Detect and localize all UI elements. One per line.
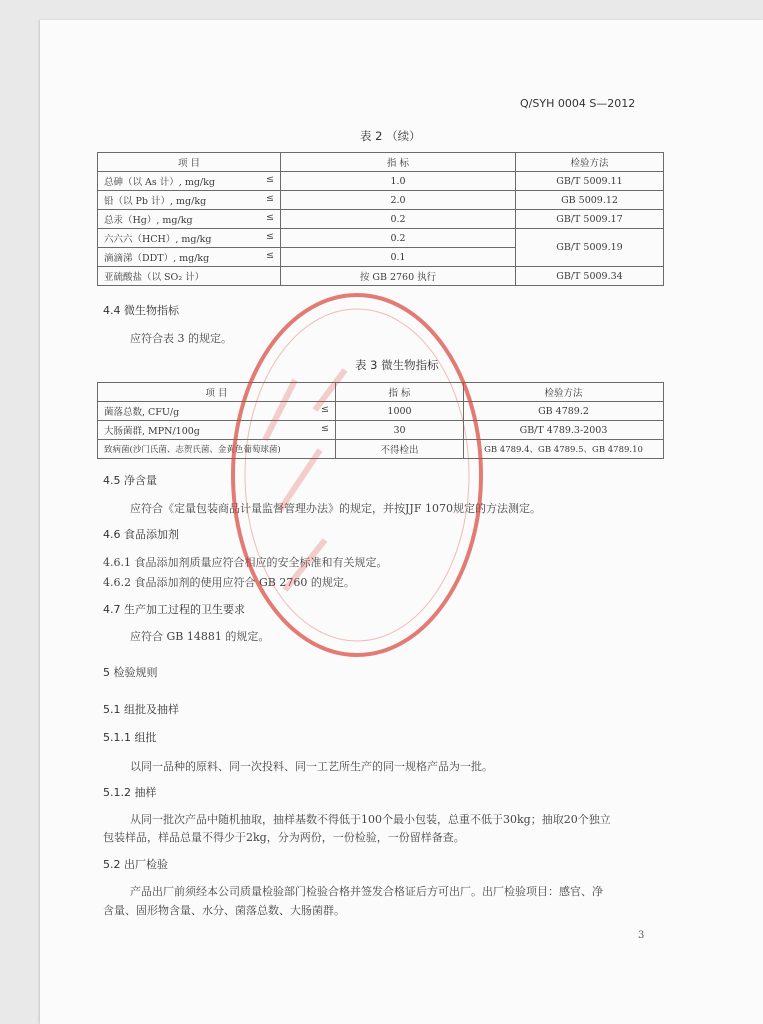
table2-value-3: 0.2 [281, 229, 516, 248]
table2-header-item: 项 目 [98, 153, 281, 172]
le-symbol: ≤ [266, 193, 274, 204]
item-label: 总砷（以 As 计）, mg/kg [104, 177, 215, 188]
section-4-6-2: 4.6.2 食品添加剂的使用应符合 GB 2760 的规定。 [103, 576, 355, 589]
table2-method-5: GB/T 5009.34 [516, 267, 664, 286]
table2-header-method: 检验方法 [516, 153, 664, 172]
table3-value-2: 不得检出 [336, 440, 464, 459]
table3-header-method: 检验方法 [464, 383, 664, 402]
le-symbol: ≤ [266, 250, 274, 261]
item-label: 菌落总数, CFU/g [104, 407, 180, 418]
table3-value-0: 1000 [336, 402, 464, 421]
section-4-6-1: 4.6.1 食品添加剂质量应符合相应的安全标准和有关规定。 [103, 556, 388, 569]
item-label: 总汞（Hg）, mg/kg [104, 215, 193, 226]
le-symbol: ≤ [266, 231, 274, 242]
table3-value-1: 30 [336, 421, 464, 440]
section-5-1-1-heading: 5.1.1 组批 [103, 731, 157, 744]
stamp-lettering-marks [265, 370, 345, 590]
table2-method-3: GB/T 5009.19 [516, 229, 664, 267]
table2-header-value: 指 标 [281, 153, 516, 172]
table-row [98, 210, 664, 229]
section-4-7-heading: 4.7 生产加工过程的卫生要求 [103, 603, 245, 616]
section-5-2-heading: 5.2 出厂检验 [103, 858, 168, 871]
table2-item-3 [98, 229, 281, 248]
red-seal-stamp [225, 290, 490, 660]
section-5-1-heading: 5.1 组批及抽样 [103, 703, 179, 716]
table2-method-1: GB 5009.12 [516, 191, 664, 210]
table2-value-1: 2.0 [281, 191, 516, 210]
le-symbol: ≤ [321, 423, 329, 434]
item-label: 滴滴涕（DDT）, mg/kg [104, 253, 210, 264]
table3-header-value: 指 标 [336, 383, 464, 402]
table-row [98, 191, 664, 210]
table2-item-1 [98, 191, 281, 210]
table2-item-2 [98, 210, 281, 229]
table-row [98, 267, 664, 286]
section-4-5-text: 应符合《定量包装商品计量监督管理办法》的规定，并按JJF 1070规定的方法测定。 [130, 502, 541, 515]
page-number: 3 [638, 930, 645, 941]
table2-item-4 [98, 248, 281, 267]
section-4-4-text: 应符合表 3 的规定。 [130, 332, 232, 345]
table2-value-2: 0.2 [281, 210, 516, 229]
section-5-2-line2: 含量、固形物含量、水分、菌落总数、大肠菌群。 [103, 904, 345, 917]
section-5-1-2-line2: 包装样品，样品总量不得少于2kg，分为两份，一份检验，一份留样备查。 [103, 831, 465, 844]
le-symbol: ≤ [266, 212, 274, 223]
section-5-2-line1: 产品出厂前须经本公司质量检验部门检验合格并签发合格证后方可出厂。出厂检验项目：感官、净 [130, 885, 603, 898]
table2-value-5: 按 GB 2760 执行 [281, 267, 516, 286]
table2-method-2: GB/T 5009.17 [516, 210, 664, 229]
table3-header-item: 项 目 [98, 383, 336, 402]
table-row [98, 229, 664, 248]
table2-value-4: 0.1 [281, 248, 516, 267]
stamp-inner-ring [245, 309, 469, 641]
table2-item-5 [98, 267, 281, 286]
table-row [98, 172, 664, 191]
item-label: 致病菌(沙门氏菌、志贺氏菌、金黄色葡萄球菌) [104, 445, 281, 455]
item-label: 大肠菌群, MPN/100g [104, 426, 200, 437]
table2-item-0 [98, 172, 281, 191]
section-4-5-heading: 4.5 净含量 [103, 474, 157, 487]
section-4-4-heading: 4.4 微生物指标 [103, 304, 179, 317]
section-5-1-1-text: 以同一品种的原料、同一次投料、同一工艺所生产的同一规格产品为一批。 [130, 760, 493, 773]
table3-caption: 表 3 微生物指标 [355, 358, 439, 372]
table3-method-2: GB 4789.4、GB 4789.5、GB 4789.10 [464, 440, 664, 459]
item-label: 亚硫酸盐（以 SO₂ 计） [104, 272, 205, 283]
table3-method-1: GB/T 4789.3-2003 [464, 421, 664, 440]
item-label: 六六六（HCH）, mg/kg [104, 234, 212, 245]
item-label: 铅（以 Pb 计）, mg/kg [104, 196, 207, 207]
le-symbol: ≤ [266, 174, 274, 185]
table2-caption: 表 2 （续） [360, 129, 421, 143]
table3-method-0: GB 4789.2 [464, 402, 664, 421]
table2-method-0: GB/T 5009.11 [516, 172, 664, 191]
stamp-outer-ring [233, 295, 481, 655]
section-5-1-2-heading: 5.1.2 抽样 [103, 786, 157, 799]
standard-number: Q/SYH 0004 S—2012 [520, 97, 636, 110]
section-5-heading: 5 检验规则 [103, 666, 158, 679]
le-symbol: ≤ [321, 404, 329, 415]
section-5-1-2-line1: 从同一批次产品中随机抽取，抽样基数不得低于100个最小包装，总重不低于30kg；抽取20个独立 [130, 813, 611, 826]
table2-value-0: 1.0 [281, 172, 516, 191]
section-4-7-text: 应符合 GB 14881 的规定。 [130, 630, 270, 643]
section-4-6-heading: 4.6 食品添加剂 [103, 528, 179, 541]
table2 [97, 152, 664, 286]
